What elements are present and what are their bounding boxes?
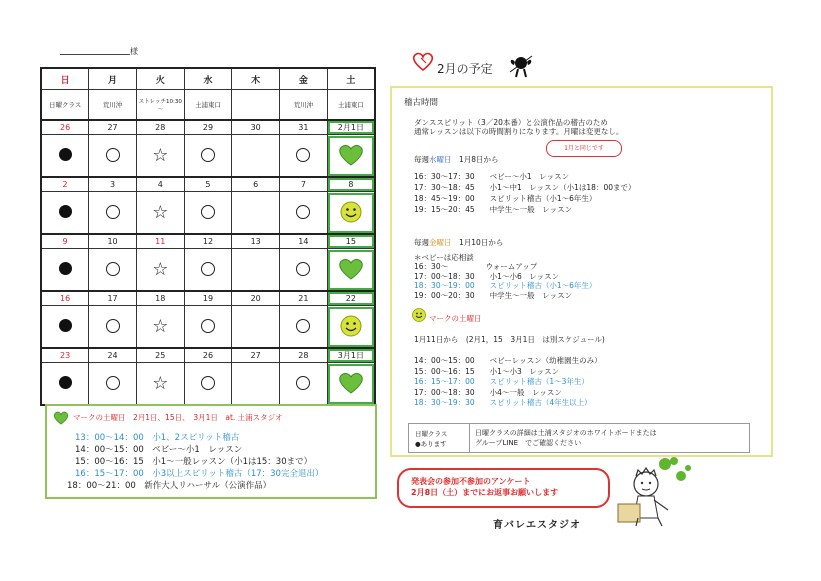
open-circle-icon — [201, 376, 215, 390]
mark-cell — [184, 249, 232, 292]
mark-row — [41, 135, 375, 178]
mark-cell — [184, 306, 232, 349]
class-cell-0: 日曜クラス — [41, 90, 89, 121]
mark-cell — [136, 363, 184, 406]
mark-saturday-row: 14：00～15：00 ベビー～小1 レッスン — [75, 445, 243, 455]
mark-saturday-row: 13：00～14：00 小1、2スピリット稽古 — [75, 433, 240, 443]
date-cell: 30 — [232, 120, 280, 135]
date-cell: 22 — [327, 291, 375, 306]
open-circle-icon — [296, 148, 310, 162]
open-circle-icon — [106, 319, 120, 333]
green-heart-icon — [53, 411, 69, 425]
mark-cell — [89, 249, 137, 292]
schedule-row: 15：00～16：15 小1～小3 レッスン — [414, 366, 560, 376]
mark-cell — [327, 306, 375, 349]
sunday-class-title: 日曜クラス — [415, 430, 448, 438]
mark-cell — [136, 135, 184, 178]
mark-saturday-box — [45, 404, 377, 499]
mark-cell — [327, 249, 375, 292]
date-cell: 26 — [184, 348, 232, 363]
same-as-january-badge: 1月と同じです — [546, 140, 622, 157]
class-cell-1: 荒川沖 — [89, 90, 137, 121]
mark-saturday-row: 16：15～17：00 小3以上スピリット稽古（17：30完全退出） — [75, 469, 324, 479]
calendar-table — [40, 67, 376, 406]
mark-row — [41, 249, 375, 292]
date-cell: 24 — [89, 348, 137, 363]
mark-cell — [41, 135, 89, 178]
schedule-row: 18：30～19：30 スピリット稽古（4年生以上） — [414, 398, 592, 407]
star-icon: ☆ — [152, 258, 169, 280]
class-cell-3: 土浦東口 — [184, 90, 232, 121]
star-icon: ☆ — [152, 144, 169, 166]
mark-saturday-row: 15：00～16：15 小1～一般レッスン（小1は15：30まで） — [75, 457, 313, 467]
schedule-row: 16：30～17：30 ベビー～小1 レッスン — [414, 172, 570, 181]
mark-cell — [89, 306, 137, 349]
filled-circle-icon — [59, 205, 72, 218]
green-heart-icon — [338, 273, 364, 282]
mark-cell — [232, 135, 280, 178]
mark-row — [41, 363, 375, 406]
date-cell: 7 — [280, 177, 328, 192]
weekday-3: 水 — [184, 68, 232, 90]
sunday-class-sub: ●あります — [415, 440, 447, 448]
date-cell: 20 — [232, 291, 280, 306]
survey-notice — [397, 468, 610, 508]
date-cell: 28 — [136, 120, 184, 135]
open-circle-icon — [201, 319, 215, 333]
date-cell: 16 — [41, 291, 89, 306]
studio-name: 育バレエスタジオ — [493, 520, 581, 531]
open-circle-icon — [201, 262, 215, 276]
date-row — [41, 177, 375, 192]
mark-cell — [327, 363, 375, 406]
open-circle-icon — [296, 205, 310, 219]
heart-icon — [410, 50, 436, 74]
sunday-class-text-2: グループLINE でご確認ください — [475, 439, 582, 447]
schedule-row: 16：15～17：00 スピリット稽古（1～3年生） — [414, 377, 589, 386]
mark-cell — [89, 135, 137, 178]
weekday-5: 金 — [280, 68, 328, 90]
date-cell: 27 — [232, 348, 280, 363]
date-cell: 23 — [41, 348, 89, 363]
open-circle-icon — [106, 262, 120, 276]
mark-cell — [232, 306, 280, 349]
green-heart-icon — [338, 159, 364, 168]
schedule-row: 19：15～20：45 中学生～一般 レッスン — [414, 205, 573, 214]
mark-saturday-row: 18：00～21：00 新作大人リハーサル（公演作品） — [67, 481, 272, 491]
survey-notice-line-1: 発表会の参加不参加のアンケート — [411, 477, 531, 486]
mark-cell — [41, 306, 89, 349]
open-circle-icon — [201, 205, 215, 219]
date-cell: 6 — [232, 177, 280, 192]
honorific: 様 — [130, 47, 138, 56]
open-circle-icon — [106, 205, 120, 219]
schedule-row: 17：00～18：30 小1～小6 レッスン — [414, 271, 560, 281]
open-circle-icon — [106, 148, 120, 162]
mark-cell — [280, 306, 328, 349]
sunday-class-text-1: 日曜クラスの詳細は土浦スタジオのホワイトボードまたは — [475, 429, 657, 437]
class-cell-4 — [232, 90, 280, 121]
open-circle-icon — [296, 262, 310, 276]
mark-cell — [280, 135, 328, 178]
mark-cell — [184, 192, 232, 235]
schedule-row: 17：00～18：30 小4～一般 レッスン — [414, 387, 562, 397]
date-row — [41, 120, 375, 135]
schedule-intro-1: ダンススピリット（3／20本番）と公演作品の稽古のため — [414, 118, 608, 127]
weekday-2: 火 — [136, 68, 184, 90]
filled-circle-icon — [59, 319, 72, 332]
date-cell: 10 — [89, 234, 137, 249]
mark-cell — [327, 135, 375, 178]
mark-row — [41, 306, 375, 349]
open-circle-icon — [296, 376, 310, 390]
schedule-box — [390, 86, 773, 457]
date-cell: 26 — [41, 120, 89, 135]
date-cell: 2 — [41, 177, 89, 192]
schedule-row: 14：00～15：00 ベビーレッスン（幼稚園生のみ） — [414, 356, 602, 365]
mark-cell — [232, 249, 280, 292]
schedule-row: 18：30～19：00 スピリット稽古（小1～6年生） — [414, 281, 597, 290]
class-row — [41, 90, 375, 121]
green-heart-icon — [338, 387, 364, 396]
weekday-1: 月 — [89, 68, 137, 90]
schedule-row: 17：30～18：45 小1～中1 レッスン（小1は18：00まで） — [414, 183, 636, 192]
date-cell: 15 — [327, 234, 375, 249]
schedule-heading: 稽古時間 — [404, 98, 439, 108]
star-icon: ☆ — [152, 201, 169, 223]
schedule-row: 19：00～20：30 中学生～一般 レッスン — [414, 290, 573, 300]
date-cell: 27 — [89, 120, 137, 135]
date-cell: 31 — [280, 120, 328, 135]
date-cell: 28 — [280, 348, 328, 363]
mark-cell — [184, 363, 232, 406]
name-line — [60, 54, 130, 55]
date-cell: 8 — [327, 177, 375, 192]
smiley-icon — [412, 308, 426, 322]
schedule-intro-2: 通常レッスンは以下の時間割りになります。月曜は変更なし。 — [414, 127, 624, 136]
saturday-label: マークの土曜日 — [429, 314, 482, 323]
date-cell: 2月1日 — [327, 120, 375, 135]
date-cell: 9 — [41, 234, 89, 249]
mark-cell — [184, 135, 232, 178]
mark-cell — [89, 192, 137, 235]
mark-cell — [280, 249, 328, 292]
star-icon: ☆ — [152, 315, 169, 337]
schedule-row: 18：45～19：00 スピリット稽古（小1～6年生） — [414, 194, 597, 203]
mark-cell — [136, 192, 184, 235]
smiley-icon — [340, 330, 362, 339]
sunday-divider — [469, 424, 470, 452]
date-cell: 14 — [280, 234, 328, 249]
date-cell: 21 — [280, 291, 328, 306]
mark-cell — [136, 306, 184, 349]
open-circle-icon — [201, 148, 215, 162]
weekday-0: 日 — [41, 68, 89, 90]
class-cell-5: 荒川沖 — [280, 90, 328, 121]
filled-circle-icon — [59, 376, 72, 389]
mark-cell — [89, 363, 137, 406]
class-cell-2: ストレッチ10:30～ — [136, 90, 184, 121]
date-cell: 29 — [184, 120, 232, 135]
mark-cell — [41, 249, 89, 292]
schedule-row: 16：30～ ウォームアップ — [414, 262, 538, 271]
cupid-icon — [506, 50, 536, 80]
date-cell: 19 — [184, 291, 232, 306]
mark-cell — [280, 363, 328, 406]
date-cell: 3月1日 — [327, 348, 375, 363]
mark-cell — [327, 192, 375, 235]
date-cell: 12 — [184, 234, 232, 249]
date-cell: 18 — [136, 291, 184, 306]
filled-circle-icon — [59, 262, 72, 275]
weekday-4: 木 — [232, 68, 280, 90]
page-title: 2月の予定 — [437, 62, 493, 76]
date-row — [41, 234, 375, 249]
saturday-intro: 1月11日から (2月1，15 3月1日 は別スケジュール) — [414, 335, 605, 344]
mark-cell — [41, 363, 89, 406]
date-cell: 11 — [136, 234, 184, 249]
class-cell-6: 土浦東口 — [327, 90, 375, 121]
open-circle-icon — [106, 376, 120, 390]
mark-cell — [41, 192, 89, 235]
smiley-icon — [340, 216, 362, 225]
date-row — [41, 291, 375, 306]
date-cell: 3 — [89, 177, 137, 192]
open-circle-icon — [296, 319, 310, 333]
mark-cell — [280, 192, 328, 235]
filled-circle-icon — [59, 148, 72, 161]
date-row — [41, 348, 375, 363]
weekday-6: 土 — [327, 68, 375, 90]
character-illustration — [608, 456, 703, 528]
mark-cell — [232, 192, 280, 235]
date-cell: 4 — [136, 177, 184, 192]
sunday-class-box — [408, 423, 750, 453]
date-cell: 17 — [89, 291, 137, 306]
friday-note: ＊ベビーは応相談 — [414, 253, 474, 262]
date-cell: 13 — [232, 234, 280, 249]
wednesday-heading: 毎週水曜日 1月8日から — [414, 155, 499, 164]
survey-notice-line-2: 2月8日（土）までにお返事お願いします — [411, 488, 559, 497]
weekday-header-row — [41, 68, 375, 90]
mark-saturday-title: マークの土曜日 2月1日、15日、 3月1日 at. 土浦スタジオ — [73, 413, 283, 422]
date-cell: 25 — [136, 348, 184, 363]
friday-heading: 毎週金曜日 1月10日から — [414, 238, 504, 247]
date-cell: 5 — [184, 177, 232, 192]
mark-cell — [232, 363, 280, 406]
mark-cell — [136, 249, 184, 292]
mark-row — [41, 192, 375, 235]
star-icon: ☆ — [152, 372, 169, 394]
